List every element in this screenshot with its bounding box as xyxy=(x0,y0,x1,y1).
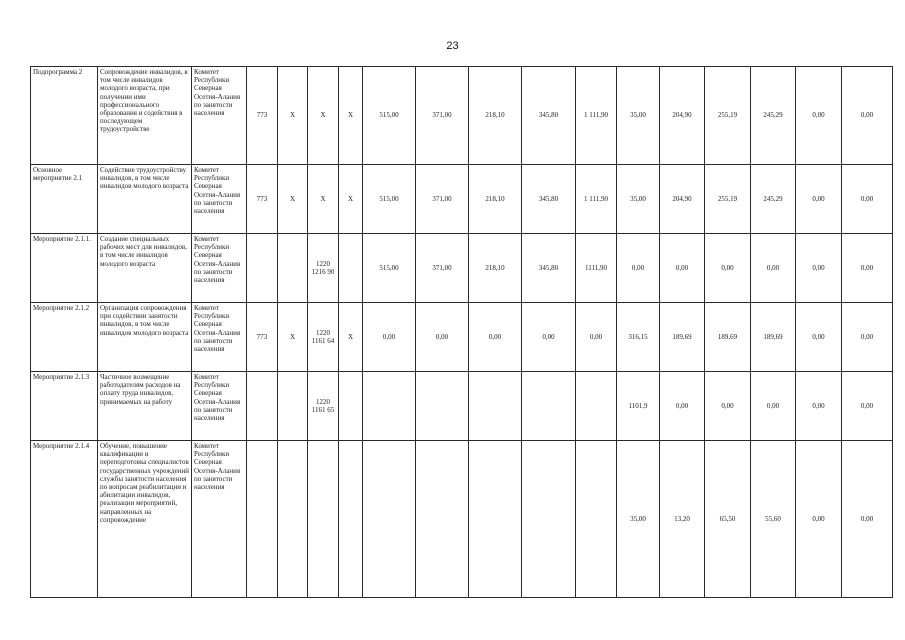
value-cell: 0,00 xyxy=(705,234,751,303)
value-cell xyxy=(363,441,416,598)
value-cell: 0,00 xyxy=(796,441,842,598)
value-cell: 35,00 xyxy=(617,441,660,598)
status-cell: Мероприятие 2.1.4 xyxy=(31,441,98,598)
value-cell xyxy=(576,441,617,598)
program-funding-table xyxy=(30,66,893,598)
value-cell: 13,20 xyxy=(660,441,705,598)
value-cell: 189,69 xyxy=(751,303,796,372)
table-row xyxy=(31,303,893,372)
table-row xyxy=(31,234,893,303)
table-row xyxy=(31,441,893,598)
value-cell xyxy=(469,372,522,441)
executor-cell: Комитет Республики Северная Осетия-Алания по занятости населения xyxy=(192,67,247,165)
value-cell: 1 111,90 xyxy=(576,165,617,234)
value-cell: 65,50 xyxy=(705,441,751,598)
value-cell: 0,00 xyxy=(751,372,796,441)
value-cell: 218,10 xyxy=(469,67,522,165)
value-cell: 0,00 xyxy=(416,303,469,372)
value-cell xyxy=(522,372,576,441)
value-cell: 204,90 xyxy=(660,165,705,234)
page-number: 23 xyxy=(446,40,459,52)
csr-cell xyxy=(308,441,339,598)
value-cell: 189,69 xyxy=(660,303,705,372)
vr-cell: X xyxy=(339,67,363,165)
value-cell: 255,19 xyxy=(705,67,751,165)
value-cell: 0,00 xyxy=(617,234,660,303)
value-cell: 0,00 xyxy=(796,165,842,234)
value-cell: 0,00 xyxy=(522,303,576,372)
status-cell: Подпрограмма 2 xyxy=(31,67,98,165)
table-row xyxy=(31,67,893,165)
grbs-cell: 773 xyxy=(247,165,278,234)
value-cell: 515,00 xyxy=(363,234,416,303)
value-cell: 0,00 xyxy=(796,303,842,372)
csr-cell: 1220 1161 64 xyxy=(308,303,339,372)
value-cell: 35,00 xyxy=(617,165,660,234)
value-cell: 218,10 xyxy=(469,165,522,234)
name-cell: Создание специальных рабочих мест для инвалидов, в том числе инвалидов молодого возраста xyxy=(98,234,192,303)
value-cell: 35,00 xyxy=(617,67,660,165)
executor-cell: Комитет Республики Северная Осетия-Алания по занятости населения xyxy=(192,234,247,303)
grbs-cell: 773 xyxy=(247,303,278,372)
value-cell xyxy=(522,441,576,598)
value-cell: 0,00 xyxy=(796,234,842,303)
executor-cell: Комитет Республики Северная Осетия-Алания по занятости населения xyxy=(192,441,247,598)
value-cell: 1101,9 xyxy=(617,372,660,441)
value-cell: 345,80 xyxy=(522,67,576,165)
grbs-cell: 773 xyxy=(247,67,278,165)
name-cell: Организация сопровождения при содействии занятости инвалидов, в том числе инвалидов молодого возраста xyxy=(98,303,192,372)
value-cell: 0,00 xyxy=(660,234,705,303)
value-cell: 245,29 xyxy=(751,165,796,234)
value-cell xyxy=(576,372,617,441)
value-cell: 0,00 xyxy=(705,372,751,441)
value-cell: 0,00 xyxy=(842,303,893,372)
value-cell xyxy=(363,372,416,441)
value-cell xyxy=(469,441,522,598)
rzpr-cell xyxy=(278,234,308,303)
value-cell: 0,00 xyxy=(842,441,893,598)
rzpr-cell: X xyxy=(278,303,308,372)
csr-cell: X xyxy=(308,67,339,165)
grbs-cell xyxy=(247,372,278,441)
value-cell: 515,00 xyxy=(363,67,416,165)
value-cell: 204,90 xyxy=(660,67,705,165)
value-cell: 0,00 xyxy=(842,67,893,165)
value-cell: 245,29 xyxy=(751,67,796,165)
value-cell: 0,00 xyxy=(796,67,842,165)
rzpr-cell: X xyxy=(278,67,308,165)
value-cell: 55,60 xyxy=(751,441,796,598)
value-cell: 371,00 xyxy=(416,165,469,234)
value-cell: 0,00 xyxy=(660,372,705,441)
rzpr-cell: X xyxy=(278,165,308,234)
value-cell: 218,10 xyxy=(469,234,522,303)
name-cell: Обучение, повышение квалификации и переподготовка специалистов государственных учреждений службы занятости населения по вопросам реабилитации и абилитации инвалидов, реализации мероприятий, направленных на сопровождение xyxy=(98,441,192,598)
value-cell: 1 111,90 xyxy=(576,67,617,165)
name-cell: Содействие трудоустройству инвалидов, в том числе инвалидов молодого возраста xyxy=(98,165,192,234)
value-cell: 345,80 xyxy=(522,165,576,234)
csr-cell: X xyxy=(308,165,339,234)
rzpr-cell xyxy=(278,372,308,441)
vr-cell: X xyxy=(339,165,363,234)
name-cell: Сопровождение инвалидов, в том числе инвалидов молодого возраста, при получении ими профессионального образования и содействия в последующем трудоустройстве xyxy=(98,67,192,165)
value-cell: 515,00 xyxy=(363,165,416,234)
executor-cell: Комитет Республики Северная Осетия-Алания по занятости населения xyxy=(192,372,247,441)
executor-cell: Комитет Республики Северная Осетия-Алания по занятости населения xyxy=(192,303,247,372)
value-cell: 0,00 xyxy=(842,165,893,234)
value-cell: 345,80 xyxy=(522,234,576,303)
table-row xyxy=(31,165,893,234)
value-cell: 316,15 xyxy=(617,303,660,372)
value-cell: 255,19 xyxy=(705,165,751,234)
csr-cell: 1220 1216 90 xyxy=(308,234,339,303)
rzpr-cell xyxy=(278,441,308,598)
status-cell: Основное мероприятие 2.1 xyxy=(31,165,98,234)
value-cell: 0,00 xyxy=(469,303,522,372)
value-cell: 371,00 xyxy=(416,67,469,165)
vr-cell: X xyxy=(339,303,363,372)
name-cell: Частичное возмещение работодателям расходов на оплату труда инвалидов, принимаемых на работу xyxy=(98,372,192,441)
status-cell: Мероприятие 2.1.2 xyxy=(31,303,98,372)
value-cell: 189,69 xyxy=(705,303,751,372)
value-cell xyxy=(416,441,469,598)
csr-cell: 1220 1161 65 xyxy=(308,372,339,441)
status-cell: Мероприятие 2.1.1. xyxy=(31,234,98,303)
vr-cell xyxy=(339,441,363,598)
value-cell: 0,00 xyxy=(363,303,416,372)
vr-cell xyxy=(339,234,363,303)
value-cell: 0,00 xyxy=(796,372,842,441)
value-cell: 0,00 xyxy=(751,234,796,303)
grbs-cell xyxy=(247,441,278,598)
value-cell: 1111,90 xyxy=(576,234,617,303)
executor-cell: Комитет Республики Северная Осетия-Алания по занятости населения xyxy=(192,165,247,234)
value-cell: 0,00 xyxy=(842,234,893,303)
vr-cell xyxy=(339,372,363,441)
value-cell: 0,00 xyxy=(576,303,617,372)
value-cell: 371,00 xyxy=(416,234,469,303)
table-row xyxy=(31,372,893,441)
grbs-cell xyxy=(247,234,278,303)
value-cell: 0,00 xyxy=(842,372,893,441)
value-cell xyxy=(416,372,469,441)
status-cell: Мероприятие 2.1.3 xyxy=(31,372,98,441)
